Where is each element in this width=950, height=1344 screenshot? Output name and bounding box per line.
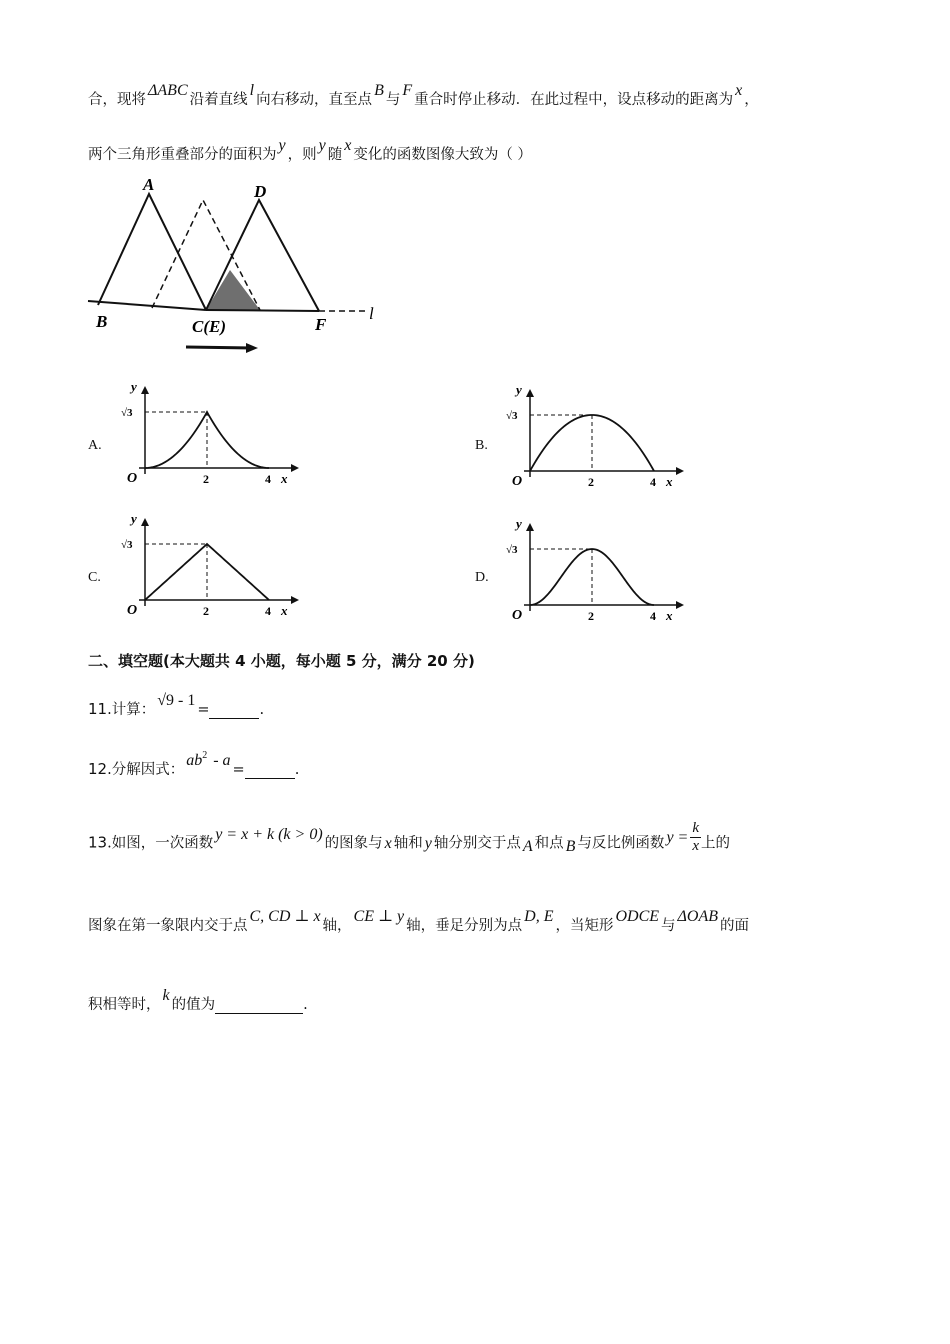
tick-label-2: 2 [203, 472, 209, 486]
y-axis-label: y [516, 517, 522, 531]
sqrt3-tick-label: √3 [121, 539, 133, 551]
tick-label-2: 2 [588, 475, 594, 489]
label-ce: C(E) [192, 317, 226, 336]
label-b: B [96, 312, 108, 331]
q13-line3: 积相等时，k的值为 . [88, 987, 308, 1013]
origin-label: O [512, 608, 523, 623]
y-axis-arrow [141, 518, 149, 526]
x-axis-arrow [291, 464, 299, 472]
q10-line1: 合，现将ΔABC沿着直线l向右移动，直至点B与F重合时停止移动．在此过程中，设点移动的距离为x， [88, 82, 759, 108]
tick-label-4: 4 [650, 475, 656, 489]
y-axis-label: y [131, 512, 137, 526]
section-title: 二、填空题(本大题共 4 小题，每小题 5 分，满分 20 分) [88, 652, 475, 670]
y-axis-label: y [516, 383, 522, 397]
q10-line2: 两个三角形重叠部分的面积为y，则y随x变化的函数图像大致为（ ） [88, 137, 532, 163]
option-a-label[interactable]: A. [88, 438, 102, 453]
sqrt3-tick-label: √3 [506, 544, 518, 556]
option-d-label[interactable]: D. [475, 570, 489, 585]
origin-label: O [127, 603, 138, 618]
q11-expr: √9 - 1 [157, 692, 196, 709]
y-axis-arrow [141, 386, 149, 394]
option-b-graph[interactable] [500, 383, 690, 493]
y-axis-label: y [131, 380, 137, 394]
arrow-shaft [186, 347, 252, 348]
line-l-mid [206, 310, 319, 311]
triangle-abc [98, 194, 206, 310]
tick-label-2: 2 [588, 609, 594, 623]
q11: 11.计算：√9 - 1= . [88, 692, 265, 718]
q13-answer-blank[interactable] [215, 997, 303, 1014]
origin-label: O [127, 471, 138, 486]
q12: 12.分解因式：$ab^2 - a=$ . [88, 750, 300, 778]
tick-label-4: 4 [265, 604, 271, 618]
x-axis-label: x [666, 474, 673, 489]
x-axis-label: x [666, 608, 673, 623]
label-d: D [254, 182, 267, 201]
q13-line1: 13.如图，一次函数y = x + k (k > 0)的图象与 x 轴和 y 轴分别交于点 A 和点 B 与反比例函数 y = $\frac{k}{x}$ 上的 [88, 820, 731, 855]
sqrt3-tick-label: √3 [506, 410, 518, 422]
q12-answer-blank[interactable] [245, 762, 295, 779]
overlap-shade [206, 270, 260, 310]
q10-figure [82, 172, 382, 362]
line-l [88, 301, 206, 310]
q11-answer-blank[interactable] [209, 702, 259, 719]
option-c-label[interactable]: C. [88, 570, 101, 585]
x-axis-arrow [676, 601, 684, 609]
tick-label-4: 4 [265, 472, 271, 486]
option-b-label[interactable]: B. [475, 438, 488, 453]
tick-label-2: 2 [203, 604, 209, 618]
y-axis-arrow [526, 523, 534, 531]
x-axis-arrow [676, 467, 684, 475]
origin-label: O [512, 474, 523, 489]
q13-line2: 图象在第一象限内交于点C, CD ⊥ x轴，CE ⊥ y轴，垂足分别为点D, E，当矩形ODCE与ΔOAB的面 [88, 908, 750, 934]
option-a-graph[interactable] [115, 380, 305, 490]
option-d-graph[interactable] [500, 517, 690, 627]
arrow-head [246, 343, 258, 353]
label-l: l [369, 304, 374, 323]
sqrt3-tick-label: √3 [121, 407, 133, 419]
x-axis-label: x [281, 471, 288, 486]
x-axis-arrow [291, 596, 299, 604]
y-axis-arrow [526, 389, 534, 397]
x-axis-label: x [281, 603, 288, 618]
tick-label-4: 4 [650, 609, 656, 623]
option-c-graph[interactable] [115, 512, 305, 622]
q13-fraction: $\frac{k}{x}$ [692, 820, 700, 854]
label-f: F [315, 315, 327, 334]
label-a: A [143, 175, 155, 194]
